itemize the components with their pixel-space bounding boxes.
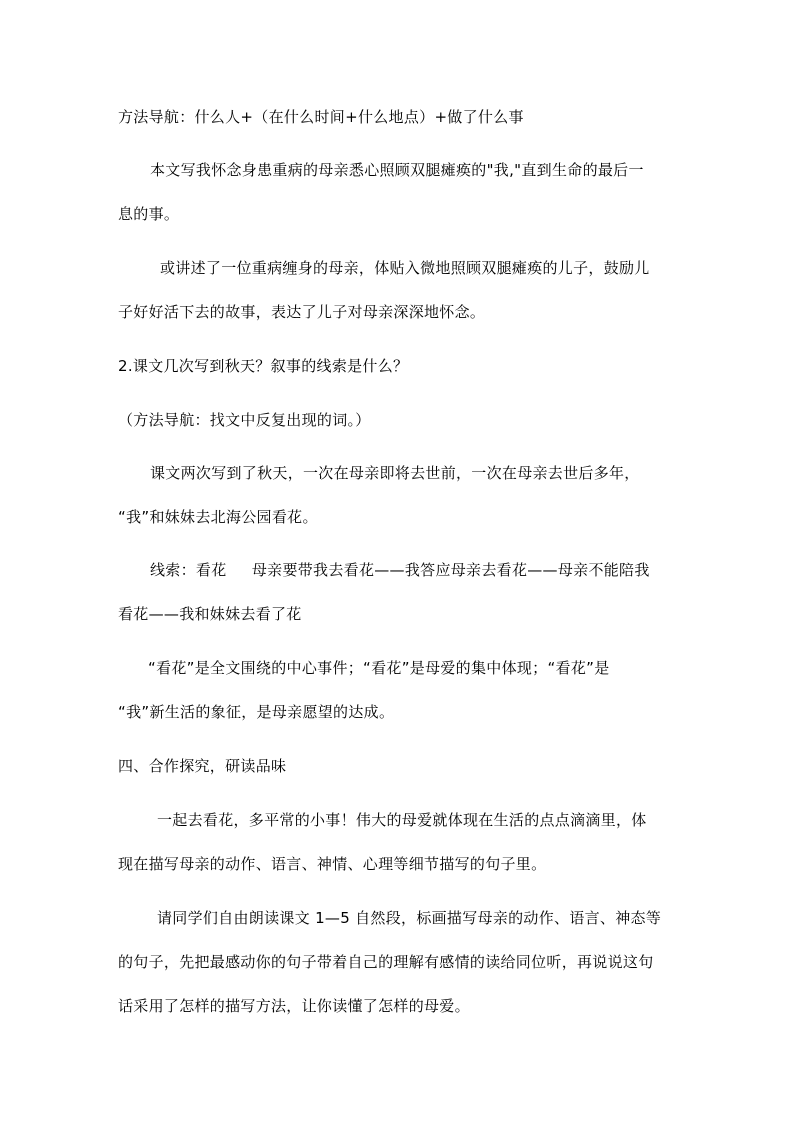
paragraph-line: 子好好活下去的故事，表达了儿子对母亲深深地怀念。 (118, 303, 486, 321)
paragraph-line: 现在描写母亲的动作、语言、神情、心理等细节描写的句子里。 (118, 855, 547, 873)
clue-line: 线索：看花 母亲要带我去看花——我答应母亲去看花——母亲不能陪我 (150, 561, 650, 579)
method-guide-line: 方法导航：什么人+（在什么时间+什么地点）+做了什么事 (118, 108, 524, 126)
paragraph-line: 请同学们自由朗读课文 1—5 自然段，标画描写母亲的动作、语言、神态等 (157, 909, 662, 927)
paragraph-line: 课文两次写到了秋天，一次在母亲即将去世前，一次在母亲去世后多年， (150, 464, 640, 482)
paragraph-line: 一起去看花，多平常的小事！伟大的母爱就体现在生活的点点滴滴里，体 (157, 811, 647, 829)
paragraph-line: 话采用了怎样的描写方法，让你读懂了怎样的母爱。 (118, 997, 470, 1015)
paragraph-line: “看花”是全文围绕的中心事件；“看花”是母爱的集中体现；“看花”是 (148, 659, 610, 677)
paragraph-line: 的句子，先把最感动你的句子带着自己的理解有感情的读给同位听，再说说这句 (118, 953, 654, 971)
paragraph-line: 本文写我怀念身患重病的母亲悉心照顾双腿瘫痪的"我,"直到生命的最后一 (150, 161, 644, 179)
method-guide-line: （方法导航：找文中反复出现的词。） (118, 411, 371, 429)
section-heading: 四、合作探究，研读品味 (118, 757, 287, 775)
paragraph-line: 或讲述了一位重病缠身的母亲，体贴入微地照顾双腿瘫痪的儿子，鼓励儿 (160, 259, 650, 277)
clue-line: 看花——我和妹妹去看了花 (118, 605, 302, 623)
paragraph-line: “我”新生活的象征，是母亲愿望的达成。 (118, 703, 395, 721)
paragraph-line: “我”和妹妹去北海公园看花。 (118, 508, 318, 526)
paragraph-line: 息的事。 (118, 205, 180, 223)
question-heading: 2.课文几次写到秋天？叙事的线索是什么？ (118, 357, 409, 375)
